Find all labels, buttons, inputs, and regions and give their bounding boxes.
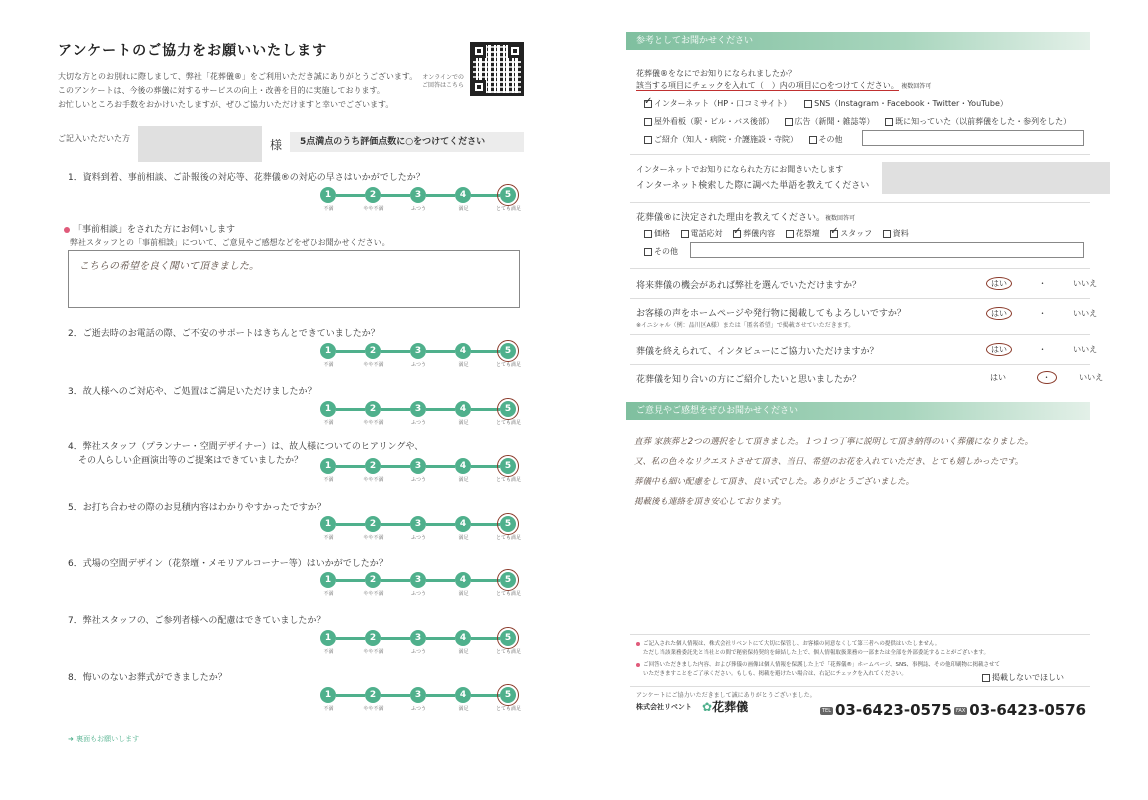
honorific: 様 [270,138,283,152]
survey-page-front [40,22,560,762]
rating-scale-q7[interactable] [320,630,531,655]
rating-5-button[interactable]: 5 [500,458,516,474]
rating-3-button[interactable]: 3 [410,401,426,417]
yn-answers-4[interactable] [986,372,1103,383]
option-sns[interactable]: SNS（Instagram・Facebook・Twitter・YouTube） [804,99,1008,108]
no-option[interactable]: いいえ [1073,309,1098,318]
selected-rating-mark [497,340,519,362]
no-option[interactable]: いいえ [1073,345,1098,354]
internet-question: インターネットでお知りになられた方にお聞きいたします [636,165,844,174]
privacy-notice: ご記入された個人情報は、株式会社リベントにて大切に保管し、お客様の同意なくして第三者への提供はいたしません。 ただし当該業務委託先と当社との間で秘密保持契約を締結した上で、個人情報取扱業務の一部または全部を外部委託することがございます。 ご回答いただきました内容、および葬儀の画像は個人情報を保護した上で「花葬儀®」ホームページ、SNS、事例誌、その他印刷物に掲載させて いただきますことをご了承ください。もしも、掲載を避けたい場合は、右記にチェックを入れてください。 [636,640,1092,679]
neutral-option-selected[interactable]: ・ [1037,371,1057,384]
instruction-text: 5点満点のうち評価点数に○をつけてください [300,137,486,147]
scale-labels: 不満 やや不満 ふつう 満足 とても満足 [323,206,521,212]
selected-rating-mark [497,455,519,477]
rating-4-button[interactable]: 4 [455,458,471,474]
scale-labels: 不満 やや不満 ふつう 満足 とても満足 [323,535,521,541]
option-other[interactable]: その他 [809,135,843,144]
option-materials[interactable]: 資料 [883,229,909,238]
scale-labels: 不満 やや不満 ふつう 満足 とても満足 [323,362,521,368]
checkbox-icon[interactable] [883,230,891,238]
rating-4-button[interactable]: 4 [455,572,471,588]
divider [630,298,1090,299]
name-field[interactable] [138,126,262,162]
rating-scale-q6[interactable] [320,572,531,597]
bullet-icon [636,663,640,667]
option-already-known[interactable]: 既に知っていた（以前葬儀をした・参列をした） [885,117,1071,126]
reason-other-field[interactable] [690,242,1084,258]
selected-rating-mark [497,684,519,706]
checkbox-icon[interactable] [804,100,812,108]
yes-option-selected[interactable]: はい [986,307,1012,320]
no-publish-option[interactable]: 掲載しないでほしい [982,672,1064,683]
question-7: 7．弊社スタッフの、ご参列者様への配慮はできていましたか？ [68,616,326,626]
scale-labels: 不満 やや不満 ふつう 満足 とても満足 [323,706,521,712]
option-internet[interactable]: ✓インターネット（HP・口コミサイト） [644,99,792,108]
rating-2-button[interactable]: 2 [365,516,381,532]
rating-1-button[interactable]: 1 [320,458,336,474]
rating-3-button[interactable]: 3 [410,687,426,703]
reason-other[interactable]: その他 [644,246,678,257]
section-reference-header: 参考としてお聞かせください [626,32,1090,50]
rating-scale-q4[interactable] [320,458,531,483]
rating-scale-q5[interactable] [320,516,531,541]
checkbox-icon[interactable] [644,118,652,126]
divider [630,364,1090,365]
internet-sub: インターネット検索した際に調べた単語を教えてください [636,181,870,191]
divider [630,334,1090,335]
rating-scale-q3[interactable] [320,401,531,426]
selected-rating-mark [497,627,519,649]
intro-text: 大切な方とのお別れに際しまして、弊社「花葬儀®」をご利用いただき誠にありがとうございます。 このアンケートは、今後の葬儀に対するサービスの向上・改善を目的に実施しております。 お忙しいところお手数をおかけいたしますが、ぜひご協力いただけますと幸いでございます。 [58,72,418,109]
yn-question-1: 将来葬儀の機会があれば弊社を選んでいただけますか？ [636,281,862,291]
yn-answers-2[interactable]: はい ・ いいえ [986,308,1097,319]
yes-option-selected[interactable]: はい [986,343,1012,356]
yes-option[interactable]: はい [990,373,1006,382]
rating-4-button[interactable]: 4 [455,187,471,203]
survey-title: アンケートのご協力をお願いいたします [58,43,328,59]
yn-question-2-note: ※イニシャル（例：品川区A様）または「匿名希望」で掲載させていただきます。 [636,322,855,329]
checkbox-icon[interactable] [885,118,893,126]
checkbox-icon[interactable] [681,230,689,238]
checkbox-icon[interactable] [644,248,652,256]
checkbox-icon[interactable] [733,230,741,238]
selected-rating-mark [497,184,519,206]
rating-2-button[interactable]: 2 [365,630,381,646]
rating-1-button[interactable]: 1 [320,401,336,417]
rating-1-button[interactable]: 1 [320,343,336,359]
option-ad[interactable]: 広告（新聞・雑誌等） [785,117,875,126]
qr-code-icon[interactable] [470,42,524,96]
section-comments-header: ご意見やご感想をぜひお聞かせください [626,402,1090,420]
consult-answer-text: こちらの希望を良く聞いて頂きました。 [79,261,259,272]
divider [630,686,1090,687]
bullet-icon [64,227,70,233]
checkbox-icon[interactable] [809,136,817,144]
rating-2-button[interactable]: 2 [365,343,381,359]
thanks-text: アンケートにご協力いただきまして誠にありがとうございました。 [636,692,816,699]
question-8: 8．悔いのないお葬式ができましたか？ [68,673,227,683]
option-price[interactable]: 価格 [644,229,670,238]
yn-answers-1[interactable]: はい ・ いいえ [986,278,1097,289]
how-other-field[interactable] [862,130,1084,146]
rating-3-button[interactable]: 3 [410,343,426,359]
no-option[interactable]: いいえ [1073,279,1098,288]
checkbox-icon[interactable] [644,230,652,238]
rating-scale-q2[interactable] [320,343,531,368]
rating-5-button[interactable]: 5 [500,516,516,532]
reason-options [644,228,909,239]
rating-5-button[interactable]: 5 [500,630,516,646]
rating-2-button[interactable]: 2 [365,687,381,703]
rating-4-button[interactable]: 4 [455,687,471,703]
question-6: 6．式場の空間デザイン（花祭壇・メモリアルコーナー等）はいかがでしたか？ [68,559,388,569]
rating-scale-q8[interactable] [320,687,531,712]
divider [630,202,1090,203]
yes-option-selected[interactable]: はい [986,277,1012,290]
scale-labels: 不満 やや不満 ふつう 満足 とても満足 [323,591,521,597]
qr-caption: オンラインでの ご回答はこちら [422,74,465,89]
rating-1-button[interactable]: 1 [320,630,336,646]
turn-over-note: ➜ 裏面もお願いします [68,735,140,743]
rating-5-button[interactable]: 5 [500,401,516,417]
rating-1-button[interactable]: 1 [320,187,336,203]
rating-2-button[interactable]: 2 [365,572,381,588]
search-words-field[interactable] [882,162,1110,194]
option-funeral-content[interactable]: ✓ 葬儀内容 [733,229,775,238]
option-referral[interactable]: ご紹介（知人・病院・介護施設・寺院） [644,135,798,144]
reason-question: 花葬儀®に決定された理由を教えてください。複数回答可 [636,213,856,223]
rating-4-button[interactable]: 4 [455,516,471,532]
selected-rating-mark [497,398,519,420]
brand-logo: ✿花葬儀 [702,700,749,714]
option-phone[interactable]: 電話応対 [681,229,723,238]
scale-labels: 不満 やや不満 ふつう 満足 とても満足 [323,649,521,655]
rating-5-button[interactable]: 5 [500,343,516,359]
no-option[interactable]: いいえ [1079,373,1104,382]
how-question: 花葬儀®をなにでお知りになられましたか？ [636,69,796,78]
rating-4-button[interactable]: 4 [455,630,471,646]
question-4: 4．弊社スタッフ（プランナー・空間デザイナー）は、故人様についてのヒアリングや、 その人らしい企画演出等のご提案はできていましたか？ [68,442,424,466]
checkbox-icon[interactable] [830,230,838,238]
phone-number: TEL 03-6423-0575 [822,701,952,719]
question-1: 1．資料到着、事前相談、ご訃報後の対応等、花葬儀®の対応の早さはいかがでしたか？ [68,173,425,183]
yn-question-2: お客様の声をホームページや発行物に掲載してもよろしいですか？ [636,309,906,319]
divider [630,634,1090,635]
rating-3-button[interactable]: 3 [410,458,426,474]
fax-number: FAX 03-6423-0576 [956,701,1087,719]
scale-labels: 不満 やや不満 ふつう 満足 とても満足 [323,420,521,426]
checkbox-icon[interactable] [982,674,990,682]
checkbox-icon[interactable] [785,118,793,126]
selected-rating-mark [497,569,519,591]
question-2: 2．ご逝去時のお電話の際、ご不安のサポートはきちんとできていましたか？ [68,329,380,339]
scale-labels: 不満 やや不満 ふつう 満足 とても満足 [323,477,521,483]
consult-heading: 「事前相談」をされた方にお伺いします [64,222,235,235]
survey-page-back [620,22,1104,762]
option-billboard[interactable]: 屋外看板（駅・ビル・バス後部） [644,117,774,126]
how-options-row-3 [644,134,843,145]
rating-3-button[interactable]: 3 [410,516,426,532]
yn-question-3: 葬儀を終えられて、インタビューにご協力いただけますか？ [636,347,879,357]
rating-scale-q1[interactable] [320,187,531,212]
consult-sub: 弊社スタッフとの「事前相談」について、ご意見やご感想などをぜひお聞かせください。 [70,238,390,247]
rating-1-button[interactable]: 1 [320,687,336,703]
company-name: 株式会社リベント [636,703,692,711]
rating-1-button[interactable]: 1 [320,572,336,588]
option-staff[interactable]: ✓ スタッフ [830,229,872,238]
rating-2-button[interactable]: 2 [365,458,381,474]
rating-3-button[interactable]: 3 [410,187,426,203]
checkbox-icon[interactable] [786,230,794,238]
name-label: ご記入いただいた方 [58,134,130,143]
rating-5-button[interactable]: 5 [500,572,516,588]
rating-2-button[interactable]: 2 [365,401,381,417]
yn-question-4: 花葬儀を知り合いの方にご紹介したいと思いましたか？ [636,375,862,385]
divider [630,154,1090,155]
how-instruction: 該当する項目にチェックを入れて（ ）内の項目に○をつけてください。 複数回答可 [636,81,932,90]
rating-4-button[interactable]: 4 [455,401,471,417]
rating-5-button[interactable]: 5 [500,187,516,203]
option-flower-altar[interactable]: 花祭壇 [786,229,820,238]
consult-answer-field[interactable] [68,250,520,308]
rating-4-button[interactable]: 4 [455,343,471,359]
question-3: 3．故人様へのご対応や、ご処置はご満足いただけましたか？ [68,387,317,397]
question-5: 5．お打ち合わせの際のお見積内容はわかりやすかったですか？ [68,503,326,513]
yn-answers-3[interactable]: はい ・ いいえ [986,344,1097,355]
rating-5-button[interactable]: 5 [500,687,516,703]
how-options-row-1 [644,98,1008,109]
comments-text: 直葬 家族葬と2つの選択をして頂きました。１つ１つ丁寧に説明して頂き納得のいく葬儀になりました。 又、私の色々なリクエストさせて頂き、当日、希望のお花を入れていただき、とても嬉しかったです。 葬儀中も細い配慮をして頂き、良い式でした。ありがとうございました。 掲載後も連絡を頂き安心しております。 [634,437,1034,507]
checkbox-icon[interactable] [644,136,652,144]
instruction-box [290,132,524,152]
rating-3-button[interactable]: 3 [410,572,426,588]
bullet-icon [636,642,640,646]
rating-3-button[interactable]: 3 [410,630,426,646]
rating-2-button[interactable]: 2 [365,187,381,203]
rating-1-button[interactable]: 1 [320,516,336,532]
checkbox-icon[interactable] [644,100,652,108]
how-options-row-2 [644,116,1071,127]
divider [630,268,1090,269]
selected-rating-mark [497,513,519,535]
flower-icon: ✿ [702,700,713,714]
